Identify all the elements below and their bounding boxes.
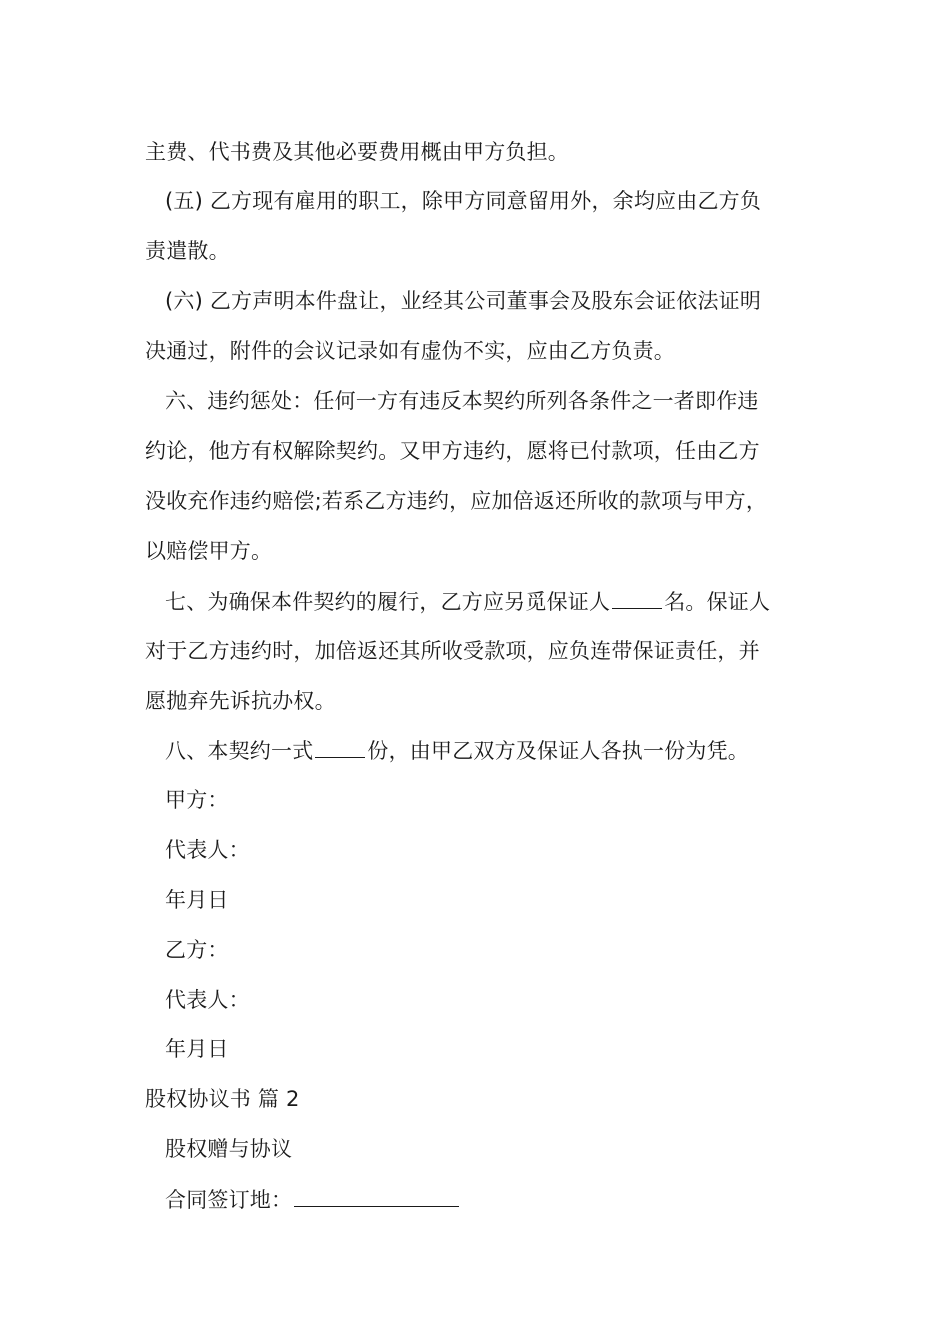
article-7-text: 七、为确保本件契约的履行，乙方应另觅保证人: [165, 590, 611, 614]
text-line: 对于乙方违约时，加倍返还其所收受款项，应负连带保证责任，并: [145, 639, 760, 663]
text-line: 约论，他方有权解除契约。又甲方违约，愿将已付款项，任由乙方: [145, 439, 760, 463]
article-8: [165, 735, 835, 766]
date-b-label: 年月日: [165, 1037, 229, 1061]
party-b-label: 乙方：: [165, 938, 229, 962]
sign-place-blank: [294, 1184, 459, 1207]
text-line: 愿抛弃先诉抗办权。: [145, 689, 336, 713]
section-heading: 股权协议书 篇 2: [145, 1087, 300, 1111]
text-line: 以赔偿甲方。: [145, 539, 273, 563]
text-line: 责遣散。: [145, 239, 230, 263]
sign-place-label: 合同签订地：: [165, 1188, 293, 1212]
article-7: [165, 586, 835, 617]
party-a-label: 甲方：: [165, 788, 229, 812]
sign-place-row: [165, 1184, 835, 1215]
date-a-label: 年月日: [165, 888, 229, 912]
text-line: 主费、代书费及其他必要费用概由甲方负担。: [145, 140, 569, 164]
clause-6: (六) 乙方声明本件盘让，业经其公司董事会及股东会证依法证明: [165, 289, 762, 313]
article-6: 六、违约惩处：任何一方有违反本契约所列各条件之一者即作违: [165, 389, 759, 413]
copies-count-blank: [315, 735, 365, 758]
article-8-text: 份，由甲乙双方及保证人各执一份为凭。: [367, 739, 750, 763]
text-line: 决通过，附件的会议记录如有虚伪不实，应由乙方负责。: [145, 339, 675, 363]
article-7-text: 名。保证人: [664, 590, 771, 614]
representative-a-label: 代表人：: [165, 838, 250, 862]
representative-b-label: 代表人：: [165, 988, 250, 1012]
guarantor-count-blank: [612, 586, 662, 609]
text-line: 没收充作违约赔偿;若系乙方违约，应加倍返还所收的款项与甲方，: [145, 489, 768, 513]
article-8-text: 八、本契约一式: [165, 739, 314, 763]
agreement-title: 股权赠与协议: [165, 1137, 293, 1161]
clause-5: (五) 乙方现有雇用的职工，除甲方同意留用外，余均应由乙方负: [165, 189, 762, 213]
